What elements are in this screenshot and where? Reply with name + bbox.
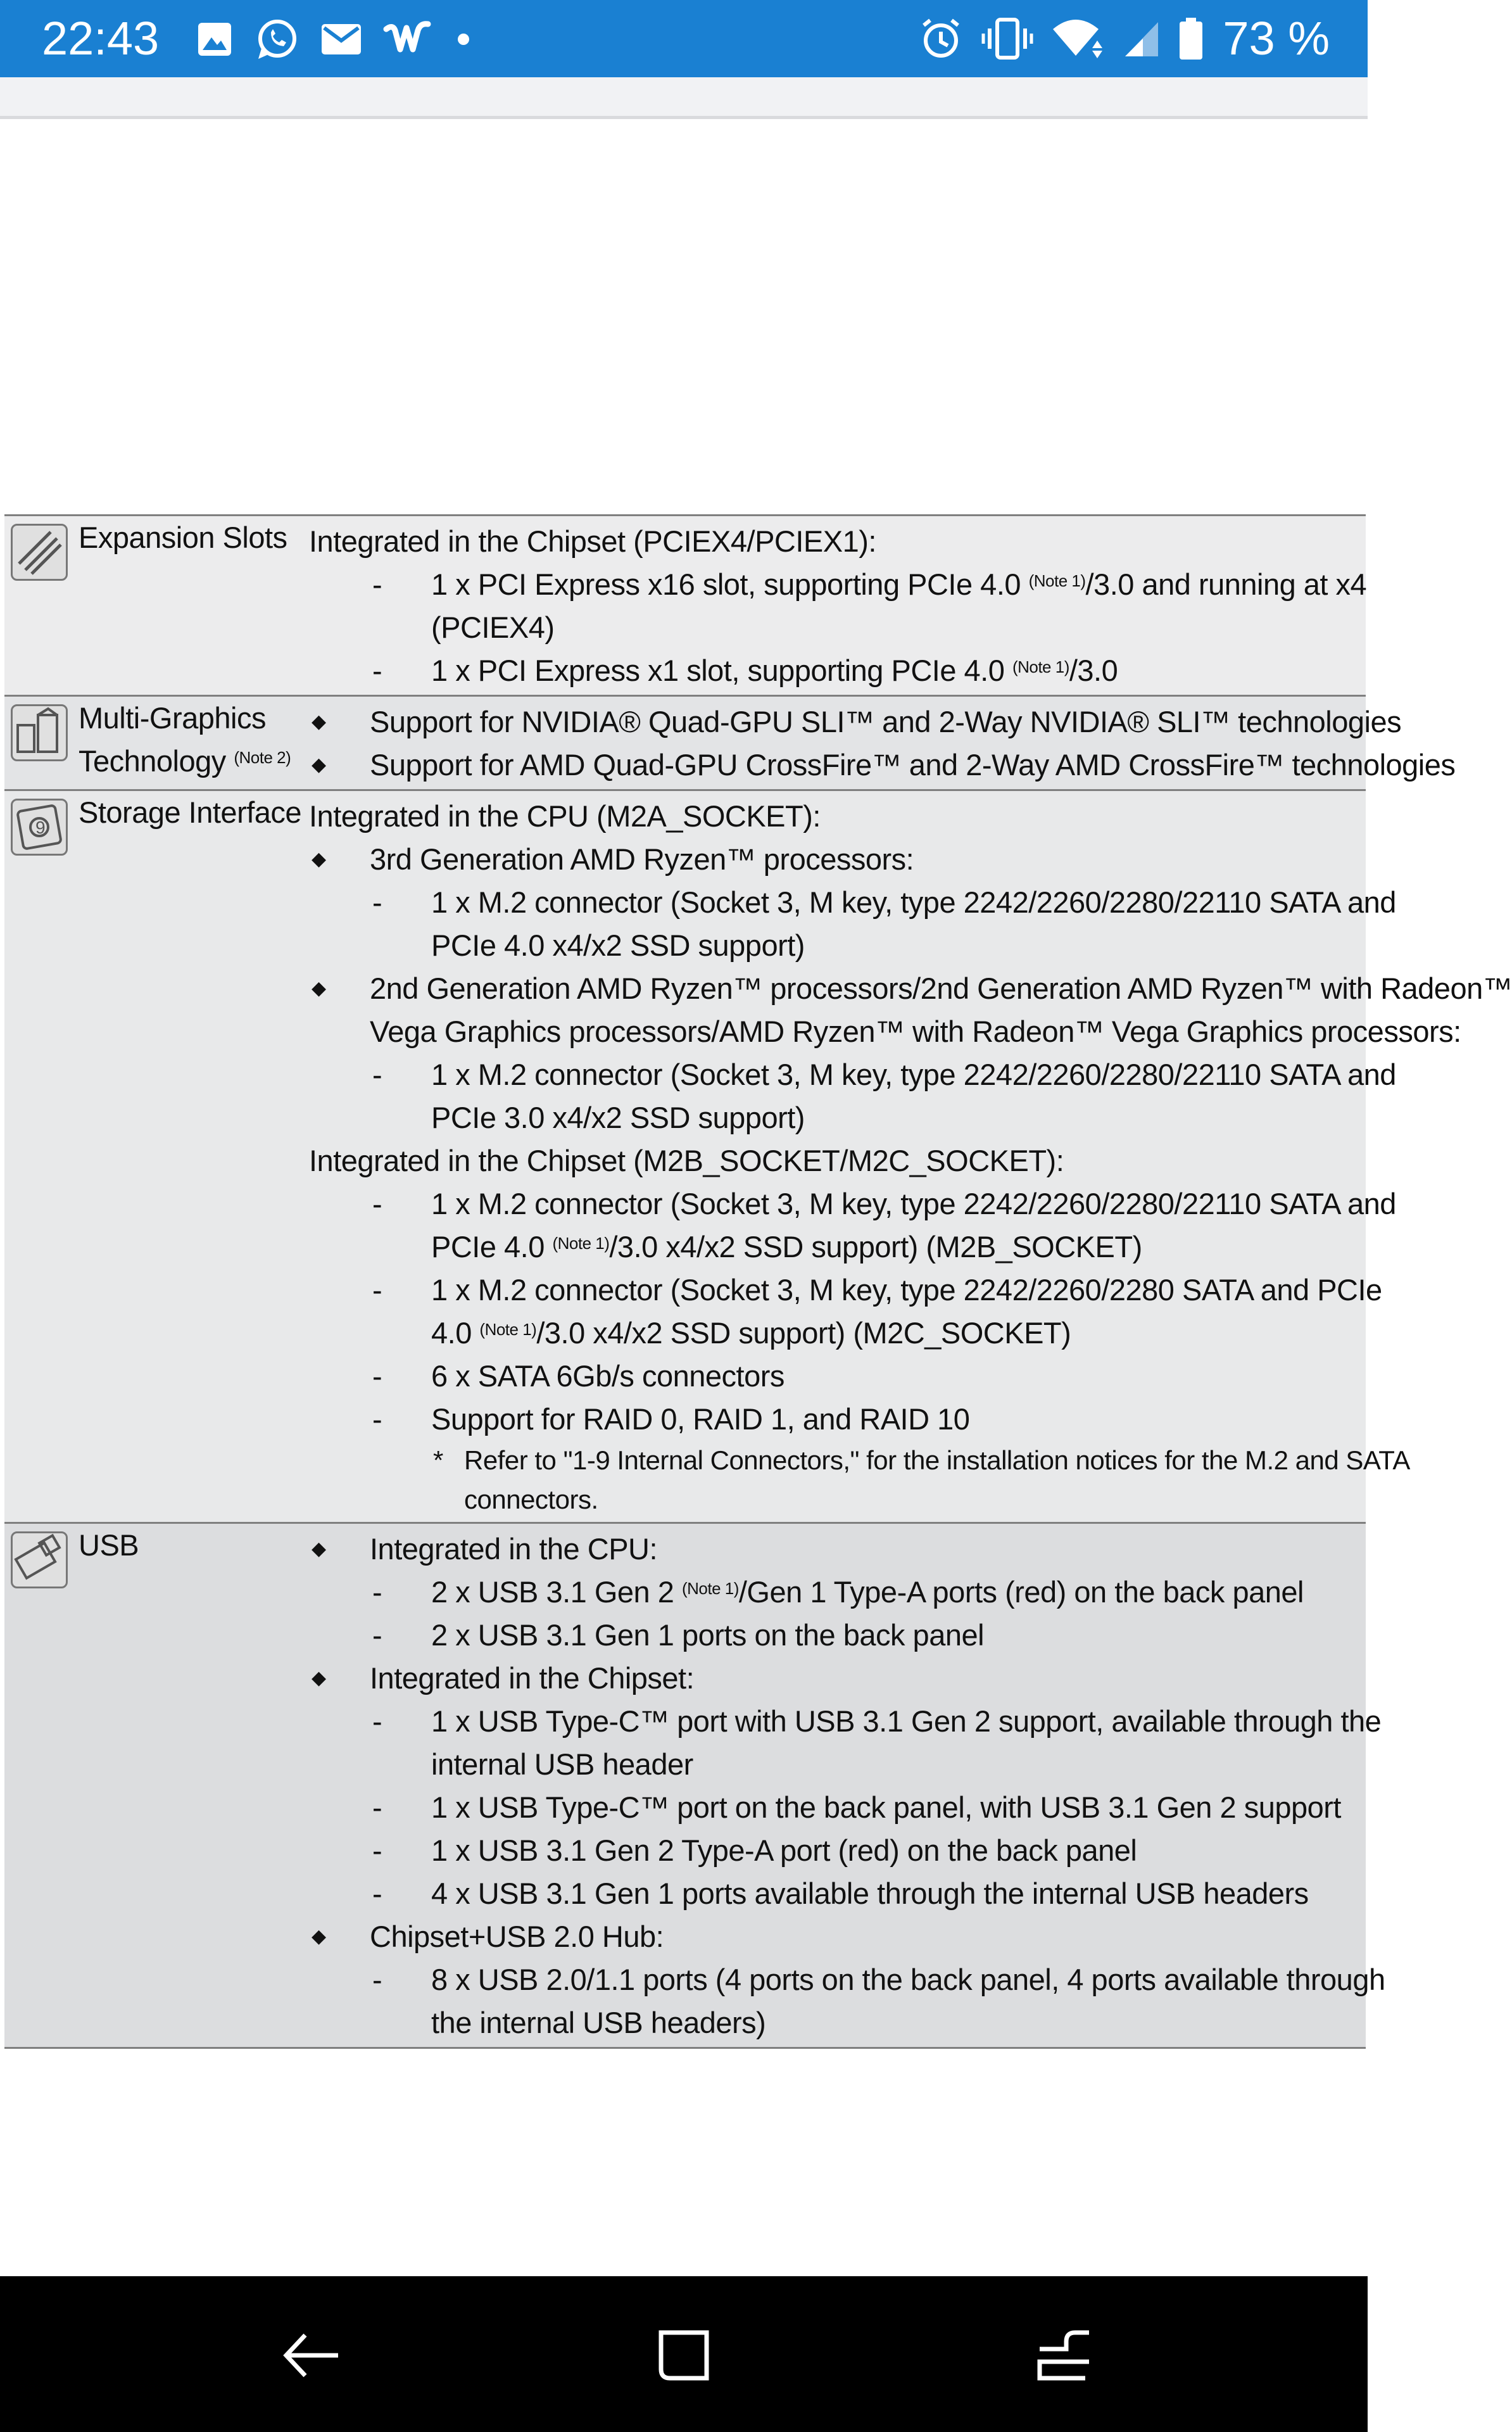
spec-text: internal USB header [431,1747,693,1781]
category-label-line2: Technology [79,744,226,778]
category-label-text: Multi-Graphics [79,701,266,735]
spec-text: PCIe 3.0 x4/x2 SSD support) [431,1101,805,1134]
menu-icon [1031,2324,1094,2387]
spec-line [309,1915,1366,1958]
signal-icon [1124,20,1159,58]
list-dash: - [372,1790,382,1824]
spec-text: 1 x USB Type-C™ port with USB 3.1 Gen 2 support, available through the [431,1704,1382,1738]
spec-line [309,1571,1366,1614]
list-dash: - [372,567,382,601]
spec-table [4,514,1512,2049]
svg-text:9: 9 [35,818,46,837]
category-label-text: Expansion Slots [79,521,287,554]
spec-line [309,649,1366,692]
spec-text: 4 x USB 3.1 Gen 1 ports available through the internal USB headers [431,1877,1309,1910]
spec-text: 3rd Generation AMD Ryzen™ processors: [370,842,914,876]
spec-line [309,1743,1366,1786]
category-label [79,697,306,783]
category-label [79,791,306,834]
list-dash: - [372,1834,382,1867]
notification-icons [196,14,471,65]
list-dash: - [372,1058,382,1091]
spec-text: Integrated in the Chipset (M2B_SOCKET/M2C_SOCKET): [309,1144,1064,1177]
spec-line [309,1958,1385,2001]
gallery-icon [196,21,233,58]
spec-text: Support for AMD Quad-GPU CrossFire™ and 2-Way AMD CrossFire™ technologies [370,748,1456,782]
bullet-diamond: ◆ [312,1926,326,1947]
category-label [79,516,306,559]
spec-row-storage-interface [4,791,1512,1524]
spec-text: Integrated in the Chipset: [370,1661,695,1695]
note-asterisk: * [433,1445,443,1475]
usb-icon [11,1531,68,1588]
spec-line [309,967,1512,1010]
spec-text: 1 x M.2 connector (Socket 3, M key, type 2242/2260/2280/22110 SATA and [431,1187,1396,1220]
spec-text: 1 x USB Type-C™ port on the back panel, with USB 3.1 Gen 2 support [431,1790,1341,1824]
note-reference: (Note 1) [552,1234,610,1253]
spec-line [309,1269,1382,1312]
spec-line [309,1398,1366,1441]
category-label-text: USB [79,1528,139,1562]
vibrate-icon [982,18,1033,59]
spec-text: Refer to "1-9 Internal Connectors," for the installation notices for the M.2 and SATA [464,1445,1410,1475]
spec-line [309,744,1456,787]
battery-percent: 73 % [1223,12,1330,65]
spec-line [309,1312,1366,1355]
multi-graphics-icon [11,704,68,761]
list-dash: - [372,1273,382,1307]
note-reference: (Note 2) [234,748,291,767]
spec-text: (PCIEX4) [431,611,555,644]
list-dash: - [372,1877,382,1910]
list-dash: - [372,1187,382,1220]
spec-text: 1 x M.2 connector (Socket 3, M key, type 2242/2260/2280/22110 SATA and [431,1058,1396,1091]
spec-text: 2 x USB 3.1 Gen 2 [431,1575,682,1609]
spec-line [309,700,1402,744]
bullet-diamond: ◆ [312,978,326,999]
note-reference: (Note 1) [681,1579,739,1598]
system-icons [919,11,1330,66]
alarm-icon [919,16,963,61]
spec-text: Integrated in the CPU (M2A_SOCKET): [309,799,821,833]
spec-text: 4.0 [431,1316,480,1350]
spec-line [309,1829,1366,1872]
spec-line [309,2001,1366,2044]
bullet-diamond: ◆ [312,711,326,732]
spec-text: Vega Graphics processors/AMD Ryzen™ with Radeon™ Vega Graphics processors: [370,1015,1461,1048]
spec-line [309,1657,1366,1700]
spec-text: 1 x PCI Express x16 slot, supporting PCIe 4.0 [431,567,1029,601]
spec-line [309,838,1366,881]
spec-text: Chipset+USB 2.0 Hub: [370,1920,664,1953]
status-time: 22:43 [42,12,160,65]
spec-content [309,791,1512,1522]
spec-text: Support for NVIDIA® Quad-GPU SLI™ and 2-Way NVIDIA® SLI™ technologies [370,705,1402,738]
spec-line [309,1139,1366,1182]
list-dash: - [372,1704,382,1738]
spec-text: /3.0 [1069,654,1118,687]
spec-text: 1 x USB 3.1 Gen 2 Type-A port (red) on the back panel [431,1834,1137,1867]
note-reference: (Note 1) [479,1320,537,1339]
list-dash: - [372,1575,382,1609]
spec-line [309,795,1366,838]
spec-text: 2nd Generation AMD Ryzen™ processors/2nd Generation AMD Ryzen™ with Radeon™ [370,972,1512,1005]
spec-text: /Gen 1 Type-A ports (red) on the back panel [738,1575,1304,1609]
bullet-diamond: ◆ [312,849,326,870]
spec-line [309,1872,1366,1915]
spec-text: PCIe 4.0 [431,1230,553,1264]
spec-line [309,1700,1382,1743]
spec-content [309,1524,1385,2047]
spec-text: /3.0 and running at x4 [1085,567,1367,601]
back-button[interactable] [270,2314,353,2397]
storage-icon [11,799,68,856]
spec-text: /3.0 x4/x2 SSD support) (M2C_SOCKET) [536,1316,1071,1350]
list-dash: - [372,654,382,687]
expansion-slot-icon [11,524,68,581]
w-app-icon [384,20,434,58]
mail-icon [320,23,362,56]
status-bar [0,0,1368,77]
list-dash: - [372,1618,382,1652]
recent-apps-button[interactable] [1021,2314,1104,2397]
spec-text: 1 x PCI Express x1 slot, supporting PCIe 4.0 [431,654,1012,687]
battery-icon [1178,16,1204,61]
spec-text: the internal USB headers) [431,2006,766,2039]
navigation-bar [0,2276,1368,2432]
spec-line [309,1614,1366,1657]
spec-row-expansion-slots [4,516,1366,697]
spec-row-multi-graphics [4,697,1456,791]
spec-content [309,516,1366,695]
whatsapp-icon [255,17,299,61]
spec-line [309,1182,1396,1226]
spec-line [309,606,1366,649]
spec-line [309,520,1366,563]
spec-text: /3.0 x4/x2 SSD support) (M2B_SOCKET) [609,1230,1142,1264]
spec-line [309,924,1366,967]
wifi-icon [1052,18,1105,60]
spec-content [309,697,1456,789]
spec-row-usb [4,1524,1385,2049]
category-label [79,1524,306,1567]
list-dash: - [372,1402,382,1436]
spec-text: connectors. [464,1485,598,1514]
spec-line [309,1786,1366,1829]
bullet-diamond: ◆ [312,754,326,775]
spec-line [309,1096,1366,1139]
spec-line [309,1053,1396,1096]
spec-line [309,881,1396,924]
spec-text: Support for RAID 0, RAID 1, and RAID 10 [431,1402,970,1436]
note-reference: (Note 1) [1012,657,1069,676]
bullet-diamond: ◆ [312,1668,326,1688]
spec-text: 2 x USB 3.1 Gen 1 ports on the back panel [431,1618,985,1652]
bullet-diamond: ◆ [312,1538,326,1559]
spec-text: PCIe 4.0 x4/x2 SSD support) [431,928,805,962]
spec-text: 1 x M.2 connector (Socket 3, M key, type 2242/2260/2280 SATA and PCIe [431,1273,1382,1307]
spec-text: 1 x M.2 connector (Socket 3, M key, type 2242/2260/2280/22110 SATA and [431,885,1396,919]
list-dash: - [372,1963,382,1996]
spec-line [309,1441,1410,1480]
spec-line [309,1480,1366,1519]
dot-icon [456,32,471,47]
spec-line [309,1226,1366,1269]
recents-icon [652,2324,715,2387]
viewer-toolbar [0,77,1368,119]
spec-line [309,1528,1366,1571]
category-label-text-line2 [79,740,306,783]
spec-line [309,1010,1461,1053]
category-label-text: Storage Interface [79,795,302,829]
note-reference: (Note 1) [1028,571,1086,590]
spec-text: 6 x SATA 6Gb/s connectors [431,1359,784,1393]
spec-line [309,1355,1366,1398]
back-icon [280,2324,343,2387]
list-dash: - [372,885,382,919]
spec-text: 8 x USB 2.0/1.1 ports (4 ports on the back panel, 4 ports available through [431,1963,1385,1996]
list-dash: - [372,1359,382,1393]
spec-text: Integrated in the CPU: [370,1532,658,1566]
home-button[interactable] [643,2314,725,2397]
spec-text: Integrated in the Chipset (PCIEX4/PCIEX1): [309,524,876,558]
spec-line [309,563,1366,606]
